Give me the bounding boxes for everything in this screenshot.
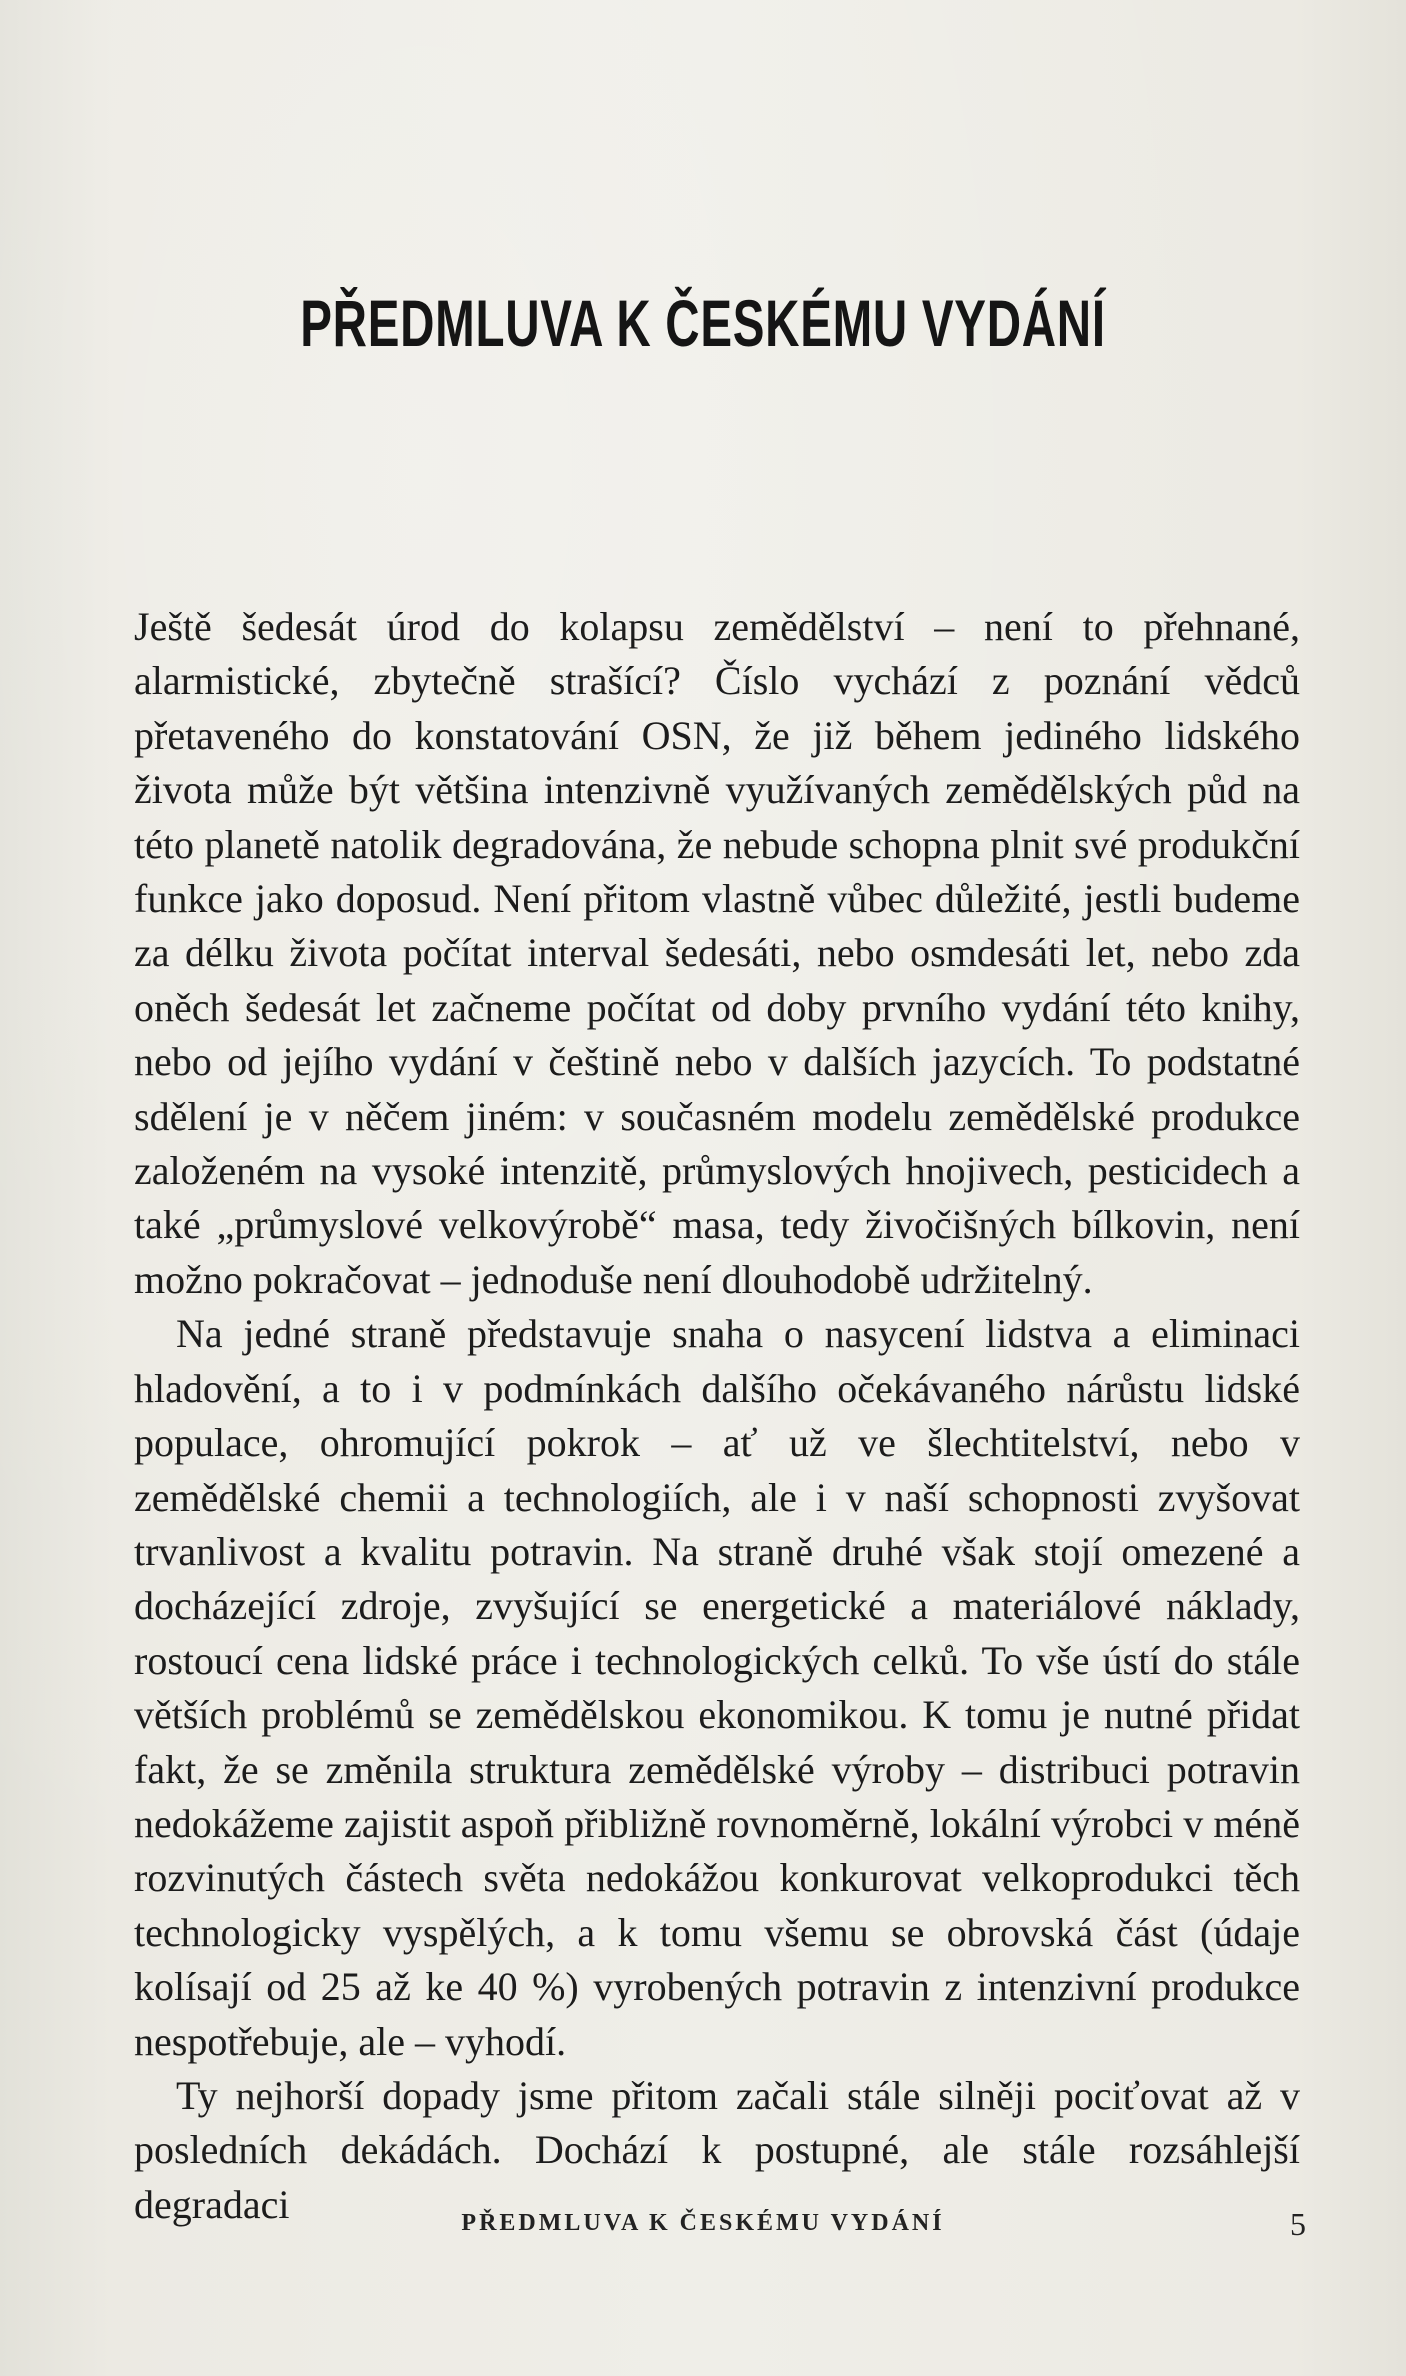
paragraph-1: Ještě šedesát úrod do kolapsu zemědělství – není to přehnané, alarmistické, zbytečně strašící? Číslo vychází z poznání vědců přetaveného do konstatování OSN, že již během jediného lidského života může být většina intenzivně využívaných zemědělských půd na této planetě natolik degradována, že nebude schopna plnit své produkční funkce jako doposud. Není přitom vlastně vůbec důležité, jestli budeme za délku života počítat interval šedesáti, nebo osmdesáti let, nebo zda oněch šedesát let začneme počítat od doby prvního vydání této knihy, nebo od jejího vydání v češtině nebo v dalších jazycích. To podstatné sdělení je v něčem jiném: v současném modelu zemědělské produkce založeném na vysoké intenzitě, průmyslových hnojivech, pesticidech a také „průmyslové velkovýrobě“ masa, tedy živočišných bílkovin, není možno pokračovat – jednoduše není dlouhodobě udržitelný.	[134, 604, 1300, 1302]
page-number: 5	[1290, 2206, 1306, 2242]
chapter-heading: PŘEDMLUVA K ČESKÉMU VYDÁNÍ	[300, 286, 1106, 360]
page-footer	[0, 2206, 1406, 2250]
body-text	[134, 600, 1300, 2232]
paragraph-3: Ty nejhorší dopady jsme přitom začali stále silněji pociťovat až v posledních dekádách. Dochází k postupné, ale stále rozsáhlejší degradaci	[134, 2072, 1300, 2227]
paragraph-2: Na jedné straně představuje snaha o nasycení lidstva a eliminaci hladovění, a to i v podmínkách dalšího očekávaného nárůstu lidské populace, ohromující pokrok – ať už ve šlechtitelství, nebo v zemědělské chemii a technologiích, ale i v naší schopnosti zvyšovat trvanlivost a kvalitu potravin. Na straně druhé však stojí omezené a docházející zdroje, zvyšující se energetické a materiálové náklady, rostoucí cena lidské práce i technologických celků. To vše ústí do stále větších problémů se zemědělskou ekonomikou. K tomu je nutné přidat fakt, že se změnila struktura zemědělské výroby – distribuci potravin nedokážeme zajistit aspoň přibližně rovnoměrně, lokální výrobci v méně rozvinutých částech světa nedokážou konkurovat velkoprodukci těch technologicky vyspělých, a k tomu všemu se obrovská část (údaje kolísají od 25 až ke 40 %) vyrobených potravin z intenzivní produkce nespotřebuje, ale – vyhodí.	[134, 1311, 1300, 2064]
running-title: PŘEDMLUVA K ČESKÉMU VYDÁNÍ	[461, 2210, 945, 2236]
